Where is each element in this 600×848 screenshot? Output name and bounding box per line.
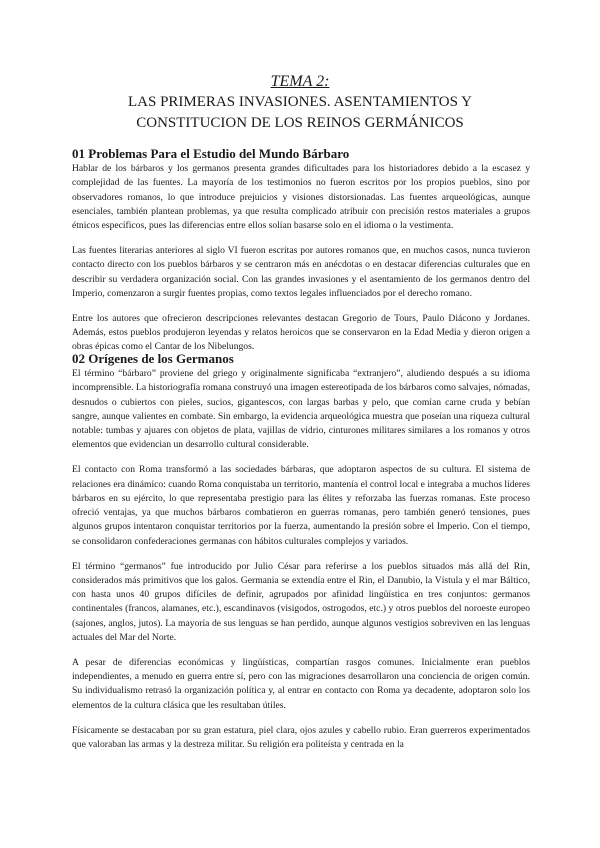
title-line-1: LAS PRIMERAS INVASIONES. ASENTAMIENTOS Y: [128, 94, 472, 110]
topic-label: TEMA 2:: [270, 73, 330, 90]
paragraph: Entre los autores que ofrecieron descripciones relevantes destacan Gregorio de Tours, Paulo Diácono y Jordanes. Además, estos pueblos produjeron leyendas y relatos heroicos que se conservaron en la Edad Media y dieron origen a obras épicas como el Cantar de los Nibelungos.: [72, 312, 530, 353]
paragraph: El contacto con Roma transformó a las sociedades bárbaras, que adoptaron aspectos de su cultura. El sistema de relaciones era dinámico: cuando Roma conquistaba un territorio, mantenía el control local e integraba a muchos líderes bárbaros en su ejército, lo que representaba prestigio para las élites y reforzaba las fuerzas romanas. Este proceso ofreció ventajas, ya que muchos bárbaros combatieron en guerras romanas, pero también generó tensiones, pues algunos grupos intentaron conquistar territorios por la fuerza, aumentando la presión sobre el Imperio. Con el tiempo, se consolidaron confederaciones germanas con hábitos culturales complejos y variados.: [72, 464, 530, 547]
section-2: [72, 351, 530, 763]
paragraph: A pesar de diferencias económicas y lingüísticas, compartían rasgos comunes. Inicialmente eran pueblos independientes, a menudo en guerra entre sí, pero con las migraciones desarrollaron una conciencia de origen común. Su individualismo retrasó la organización política y, al entrar en contacto con Roma ya decadente, adoptaron solo los elementos de la cultura clásica que les resultaban útiles.: [72, 656, 530, 711]
document-title: [70, 92, 530, 134]
paragraph: Hablar de los bárbaros y los germanos presenta grandes dificultades para los historiadores debido a la escasez y complejidad de las fuentes. La mayoría de los testimonios no fueron escritos por los propios pueblos, sino por observadores romanos, lo que introduce prejuicios y visiones distorsionadas. Las fuentes arqueológicas, aunque esenciales, también plantean problemas, ya que resulta complicado atribuir con precisión restos materiales a grupos étnicos específicos, pues las diferencias entre ellos solían basarse solo en el idioma o la vestimenta.: [72, 163, 530, 232]
section-1: [72, 146, 530, 365]
paragraph: El término “bárbaro” proviene del griego y originalmente significaba “extranjero”, aludiendo después a su idioma incomprensible. La historiografía romana construyó una imagen estereotipada de los bárbaros como salvajes, nómadas, desnudos o cubiertos con pieles, sucios, gigantescos, con largas barbas y pelo, que comían carne cruda y bebían sangre, aunque valientes en combate. Sin embargo, la evidencia arqueológica muestra que poseían una riqueza cultural notable: tumbas y ajuares con objetos de plata, vajillas de vidrio, cinturones militares similares a los romanos y otros elementos que evidencian un desarrollo cultural considerable.: [72, 368, 530, 451]
section-heading: 02 Orígenes de los Germanos: [72, 351, 234, 366]
paragraph: Físicamente se destacaban por su gran estatura, piel clara, ojos azules y cabello rubio. Eran guerreros experimentados que valoraban las armas y la destreza militar. Su religión era politeísta y centrada en la: [72, 724, 530, 750]
section-heading: 01 Problemas Para el Estudio del Mundo Bárbaro: [72, 146, 350, 161]
paragraph: Las fuentes literarias anteriores al siglo VI fueron escritas por autores romanos que, en muchos casos, nunca tuvieron contacto directo con los pueblos bárbaros y se centraron más en anécdotas o en destacar diferencias culturales que en describir su verdadera organización social. Con las grandes invasiones y el asentamiento de los germanos dentro del Imperio, comenzaron a surgir fuentes propias, como textos legales influenciados por el derecho romano.: [72, 244, 530, 299]
title-line-2: CONSTITUCION DE LOS REINOS GERMÁNICOS: [136, 115, 464, 131]
paragraph: El término “germanos” fue introducido por Julio César para referirse a los pueblos situados más allá del Rin, considerados más primitivos que los galos. Germania se extendía entre el Rin, el Danubio, la Vístula y el mar Báltico, con hasta unos 40 grupos difíciles de definir, agrupados por afinidad lingüística en tres conjuntos: germanos continentales (francos, alamanes, etc.), escandinavos (visigodos, ostrogodos, etc.) y otros pueblos del noroeste europeo (sajones, anglos, jutos). La mayoría de sus lenguas se han perdido, aunque algunos vestigios sobreviven en las lenguas actuales del Mar del Norte.: [72, 560, 530, 644]
